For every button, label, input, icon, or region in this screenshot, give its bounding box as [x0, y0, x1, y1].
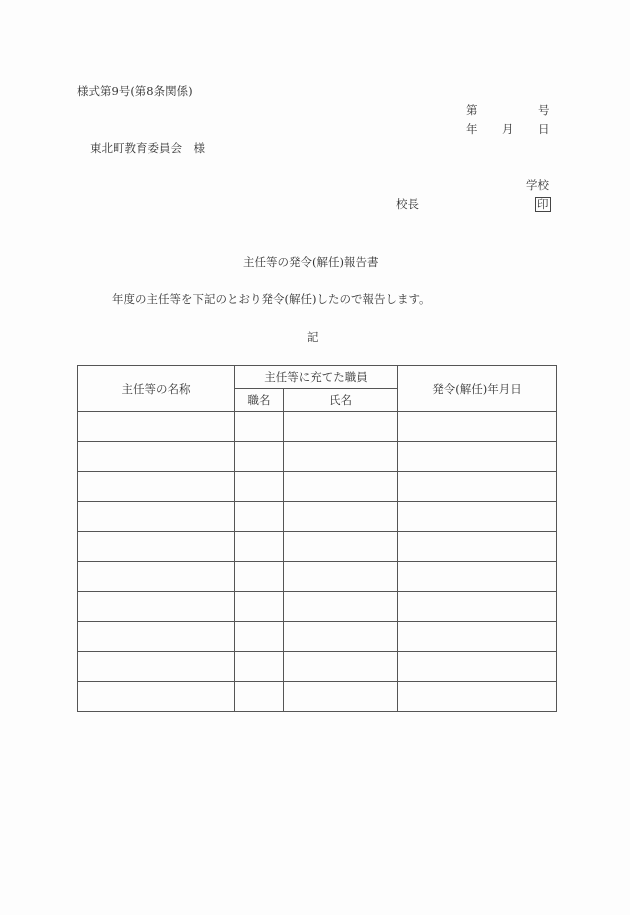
header-position: 職名: [235, 389, 284, 412]
table-cell[interactable]: [284, 562, 398, 592]
doc-number-suffix: 号: [538, 103, 550, 117]
table-cell[interactable]: [398, 622, 557, 652]
table-cell[interactable]: [235, 622, 284, 652]
table-cell[interactable]: [398, 682, 557, 712]
table-cell[interactable]: [235, 472, 284, 502]
table-row: [78, 472, 557, 502]
table-cell[interactable]: [78, 622, 235, 652]
table-row: [78, 562, 557, 592]
body-text: 年度の主任等を下記のとおり発令(解任)したので報告します。: [112, 292, 431, 306]
table-cell[interactable]: [78, 562, 235, 592]
table-row: [78, 622, 557, 652]
date-day: 日: [538, 122, 550, 136]
table-cell[interactable]: [284, 472, 398, 502]
table-cell[interactable]: [235, 652, 284, 682]
table-cell[interactable]: [398, 592, 557, 622]
table-cell[interactable]: [78, 502, 235, 532]
table-cell[interactable]: [78, 592, 235, 622]
table-cell[interactable]: [284, 682, 398, 712]
table-row: [78, 652, 557, 682]
table-cell[interactable]: [235, 502, 284, 532]
header-person-name: 氏名: [284, 389, 398, 412]
table-cell[interactable]: [284, 502, 398, 532]
table-cell[interactable]: [284, 412, 398, 442]
table-cell[interactable]: [235, 412, 284, 442]
table-cell[interactable]: [398, 652, 557, 682]
table-cell[interactable]: [235, 682, 284, 712]
date-year: 年: [466, 122, 478, 136]
table-cell[interactable]: [398, 562, 557, 592]
table-cell[interactable]: [284, 532, 398, 562]
table-row: [78, 442, 557, 472]
school-label: 学校: [526, 178, 549, 192]
table-cell[interactable]: [398, 412, 557, 442]
document-title: 主任等の発令(解任)報告書: [243, 255, 379, 269]
table-cell[interactable]: [235, 592, 284, 622]
table-cell[interactable]: [398, 472, 557, 502]
table-row: [78, 532, 557, 562]
doc-number-prefix: 第: [466, 103, 478, 117]
form-number: 様式第9号(第8条関係): [77, 84, 193, 98]
table-cell[interactable]: [235, 532, 284, 562]
header-name: 主任等の名称: [78, 366, 235, 412]
table-cell[interactable]: [78, 442, 235, 472]
principal-label: 校長: [396, 197, 419, 211]
table-cell[interactable]: [398, 442, 557, 472]
table-cell[interactable]: [284, 592, 398, 622]
table-cell[interactable]: [235, 562, 284, 592]
seal-mark: 印: [537, 197, 549, 211]
table-cell[interactable]: [78, 472, 235, 502]
table-cell[interactable]: [284, 652, 398, 682]
table-cell[interactable]: [78, 682, 235, 712]
table-cell[interactable]: [78, 412, 235, 442]
addressee: 東北町教育委員会 様: [90, 141, 205, 155]
header-staff-group: 主任等に充てた職員: [235, 366, 398, 389]
table-cell[interactable]: [398, 532, 557, 562]
header-date: 発令(解任)年月日: [398, 366, 557, 412]
table-cell[interactable]: [78, 532, 235, 562]
date-month: 月: [502, 122, 514, 136]
table-row: [78, 592, 557, 622]
table-cell[interactable]: [235, 442, 284, 472]
table-row: [78, 412, 557, 442]
appointment-table: [77, 365, 557, 712]
table-cell[interactable]: [284, 442, 398, 472]
table-cell[interactable]: [78, 652, 235, 682]
table-row: [78, 682, 557, 712]
table-cell[interactable]: [398, 502, 557, 532]
ki-label: 記: [307, 330, 319, 344]
table-row: [78, 502, 557, 532]
table-cell[interactable]: [284, 622, 398, 652]
